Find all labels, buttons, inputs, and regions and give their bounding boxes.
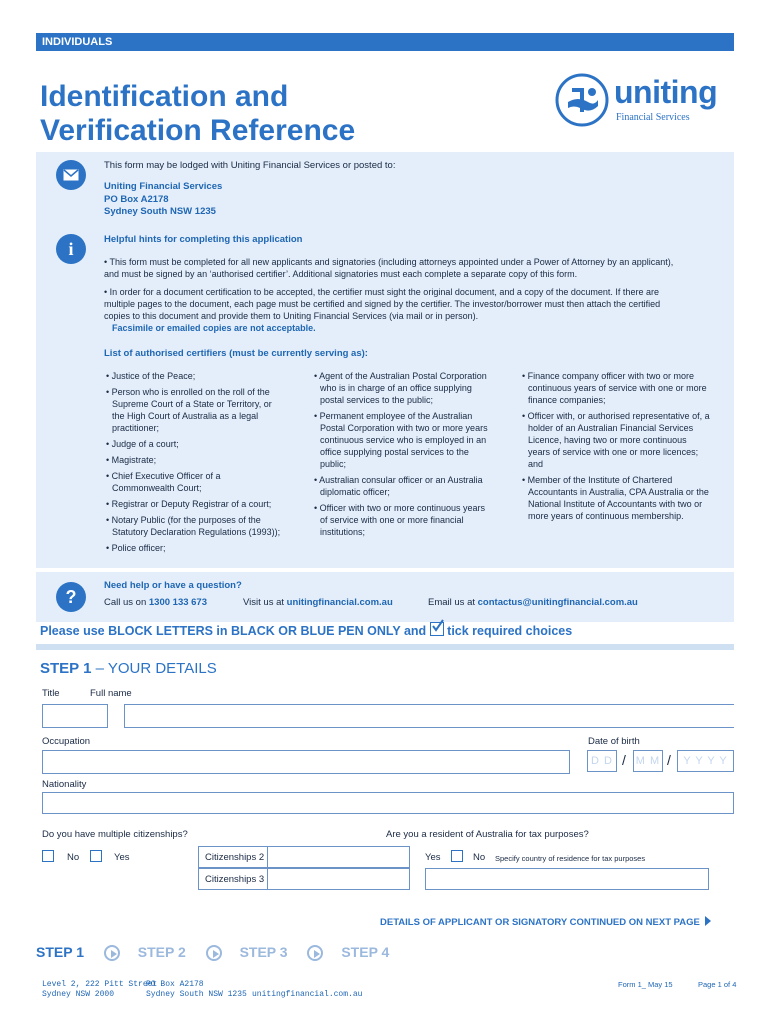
footer-line: Level 2, 222 Pitt Street — [42, 980, 158, 989]
logo-subtitle: Financial Services — [616, 112, 690, 123]
visit-prefix: Visit us at — [243, 597, 287, 608]
title-line-1: Identification and — [40, 80, 289, 113]
title-label: Title — [42, 688, 60, 699]
yes-label: Yes — [114, 852, 130, 863]
list-item: • Permanent employee of the Australian Postal Corporation with two or more years continuous service who is employed in an office supplying postal services to the public; — [314, 411, 488, 469]
list-item: • Australian consular officer or an Australia diplomatic officer; — [314, 475, 483, 497]
certifiers-heading: List of authorised certifiers (must be currently serving as): — [104, 348, 368, 359]
uniting-logo — [554, 72, 734, 132]
footer-address-street — [42, 980, 157, 1000]
certifiers-column-3 — [520, 370, 710, 526]
block-letters-instruction — [40, 622, 572, 638]
occupation-label: Occupation — [42, 736, 91, 747]
no-label: No — [67, 852, 80, 863]
continued-next-page — [380, 916, 711, 928]
list-item: • Member of the Institute of Chartered Accountants in Australia, CPA Australia or the National Institute of Accountants with two or more years of continuous membership. — [522, 475, 709, 521]
dob-day-input[interactable]: D D — [587, 750, 617, 772]
page-title — [40, 80, 355, 148]
step-1-link[interactable]: STEP 1 — [36, 944, 84, 960]
resident-yes-checkbox[interactable] — [451, 850, 463, 862]
help-heading: Need help or have a question? — [104, 580, 242, 591]
nationality-input[interactable] — [42, 792, 734, 814]
question-icon: ? — [56, 582, 86, 612]
hint-no-fax: Facsimile or emailed copies are not acceptable. — [112, 323, 316, 333]
citizenship3-input[interactable] — [268, 869, 409, 889]
page-number: Page 1 of 4 — [698, 980, 737, 989]
tax-resident-question: Are you a resident of Australia for tax purposes? — [386, 829, 589, 840]
logo-emblem-icon — [554, 72, 610, 128]
arrow-right-icon — [705, 916, 711, 926]
play-icon — [104, 945, 120, 961]
resident-no-label: No — [473, 852, 486, 863]
dob-month-input[interactable]: M M — [633, 750, 663, 772]
footer-website[interactable]: unitingfinancial.com.au — [252, 990, 363, 999]
website-link[interactable]: unitingfinancial.com.au — [286, 597, 393, 608]
footer-line: Sydney NSW 2000 — [42, 990, 115, 999]
form-version: Form 1_ May 15 — [618, 980, 673, 989]
lodge-address — [104, 181, 222, 219]
title-line-2: Verification Reference — [40, 114, 356, 147]
occupation-input[interactable] — [42, 750, 570, 774]
nationality-label: Nationality — [42, 779, 87, 790]
certifiers-column-1 — [104, 370, 284, 558]
hints-heading: Helpful hints for completing this application — [104, 234, 303, 245]
certifiers-column-2 — [312, 370, 492, 542]
tax-country-input[interactable] — [425, 868, 709, 890]
list-item: • Notary Public (for the purposes of the Statutory Declaration Regulations (1993)); — [106, 515, 281, 537]
step1-heading — [40, 660, 217, 677]
list-item: • Judge of a court; — [106, 439, 179, 449]
lodge-intro: This form may be lodged with Uniting Financial Services or posted to: — [104, 160, 396, 171]
title-input[interactable] — [42, 704, 108, 728]
footer-line: Sydney South NSW 1235 — [146, 990, 247, 999]
phone-link[interactable]: 1300 133 673 — [148, 597, 208, 608]
footer-address-po — [146, 980, 247, 1000]
logo-word: uniting — [614, 74, 718, 110]
footer-line: PO Box A2178 — [146, 980, 204, 989]
hint-paragraph-2: • In order for a document certification to be accepted, the certifier must sight the original document, and a copy of the document. If there are multiple pages to the document, each page must be certified and signed by the certifier. The investor/borrower must then attach the certified copies to this document and provide them to Uniting Financial Services (via mail or in person). — [104, 287, 661, 321]
list-item: • Officer with, or authorised representative of, a holder of an Australian Financial Services Licence, having two or more continuous years of service with one or more licences; and — [522, 411, 710, 469]
help-phone — [104, 597, 207, 610]
dob-year-input[interactable]: Y Y Y Y — [677, 750, 734, 772]
email-link[interactable]: contactus@unitingfinancial.com.au — [477, 597, 638, 608]
envelope-icon — [56, 160, 86, 190]
help-website — [243, 597, 393, 610]
play-icon — [307, 945, 323, 961]
checkmark-box-icon — [430, 622, 444, 636]
multi-citizenship-no-checkbox[interactable] — [42, 850, 54, 862]
steps-navigation — [36, 944, 389, 961]
step-4-link[interactable]: STEP 4 — [341, 944, 390, 960]
play-icon — [206, 945, 222, 961]
email-prefix: Email us at — [428, 597, 478, 608]
multi-citizenship-yes-checkbox[interactable] — [90, 850, 102, 862]
list-item: • Chief Executive Officer of a Commonwealth Court; — [106, 471, 221, 493]
list-item: • Police officer; — [106, 543, 166, 553]
step-2-link[interactable]: STEP 2 — [137, 944, 186, 960]
dob-label: Date of birth — [588, 736, 640, 747]
list-item: • Agent of the Australian Postal Corporation who is in charge of an office supplying postal services to the public; — [314, 371, 487, 405]
citizenship3-label: Citizenships 3 — [205, 874, 265, 885]
call-prefix: Call us on — [104, 597, 149, 608]
separator-bar — [36, 644, 734, 650]
citizenship2-input[interactable] — [268, 847, 409, 867]
list-item: • Officer with two or more continuous years of service with one or more financial institutions; — [314, 503, 486, 537]
list-item: • Magistrate; — [106, 455, 157, 465]
list-item: • Person who is enrolled on the roll of the Supreme Court of a State or Territory, or the High Court of Australia as a legal practitioner; — [106, 387, 272, 433]
list-item: • Justice of the Peace; — [106, 371, 196, 381]
hint-paragraph-1: • This form must be completed for all new applicants and signatories (including attorneys appointed under a Power of Attorney by an applicant), and must be signed by an ‘authorised certifier’. Additional signatories must each complete a separate copy of this form. — [104, 257, 674, 279]
instruction-text-1: Please use BLOCK LETTERS in BLACK OR BLUE PEN ONLY and — [40, 624, 427, 638]
address-line-2: PO Box A2178 — [104, 193, 169, 205]
step-3-link[interactable]: STEP 3 — [239, 944, 288, 960]
list-item: • Registrar or Deputy Registrar of a court; — [106, 499, 272, 509]
step1-label: STEP 1 — [40, 660, 92, 677]
resident-yes-label: Yes — [425, 852, 441, 863]
dob-separator: / — [622, 752, 626, 768]
dob-separator: / — [667, 752, 671, 768]
address-line-3: Sydney South NSW 1235 — [104, 206, 216, 217]
citizenship2-label: Citizenships 2 — [205, 852, 265, 863]
address-line-1: Uniting Financial Services — [104, 181, 223, 192]
help-email — [428, 597, 638, 610]
continued-text: DETAILS OF APPLICANT OR SIGNATORY CONTINUED ON NEXT PAGE — [380, 917, 700, 928]
multi-citizenship-question: Do you have multiple citizenships? — [42, 829, 188, 840]
step1-title: – YOUR DETAILS — [91, 660, 217, 677]
section-tag: INDIVIDUALS — [36, 33, 734, 51]
specify-country-label: Specify country of residence for tax purposes — [495, 854, 646, 863]
fullname-input[interactable] — [124, 704, 734, 728]
list-item: • Finance company officer with two or more continuous years of service with one or more finance companies; — [522, 371, 707, 405]
info-icon: i — [56, 234, 86, 264]
instruction-text-2: tick required choices — [447, 624, 573, 638]
fullname-label: Full name — [90, 688, 132, 699]
